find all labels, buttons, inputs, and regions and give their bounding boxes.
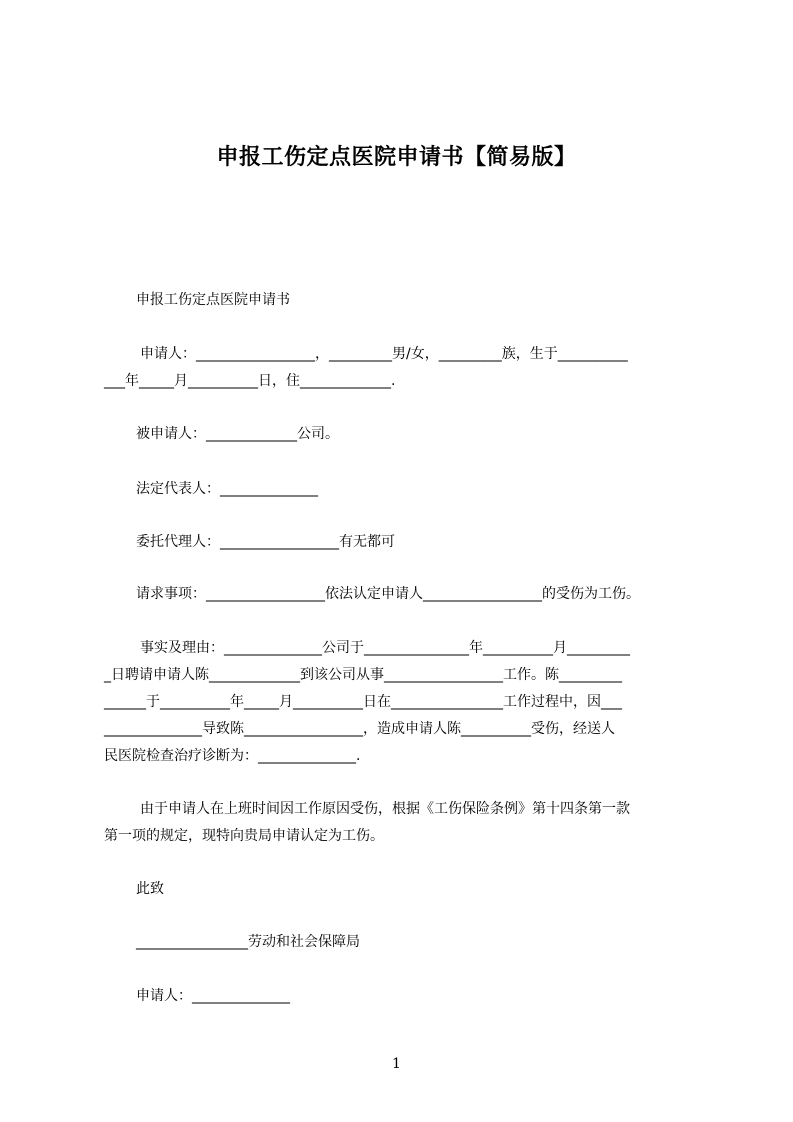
heading-line: 申报工伤定点医院申请书	[136, 292, 290, 308]
applicant-line-cont: ___年_____月__________日，住_____________.	[104, 373, 396, 389]
facts-line: _日聘请申请人陈_____________到该公司从事_________________工作。陈_________	[104, 667, 622, 683]
legal-rep-line: 法定代表人：______________	[136, 481, 318, 497]
facts-line: 民医院检查治疗诊断为：______________.	[104, 748, 361, 764]
request-line: 请求事项：_________________依法认定申请人_________________的受伤为工伤。	[136, 586, 640, 602]
facts-line: ______________导致陈_________________，造成申请人陈__________受伤，经送人	[104, 721, 615, 737]
reason-line: 由于申请人在上班时间因工作原因受伤，根据《工伤保险条例》第十四条第一款	[140, 801, 630, 817]
salutation-line: 此致	[136, 881, 164, 897]
reason-line-cont: 第一项的规定，现特向贵局申请认定为工伤。	[104, 828, 384, 844]
facts-line: ______于__________年_____月__________日在________________工作过程中，因___	[104, 694, 622, 710]
document-title: 申报工伤定点医院申请书【简易版】	[216, 145, 577, 170]
facts-line: 事实及理由：______________公司于_______________年__________月_________	[140, 640, 630, 656]
agent-line: 委托代理人：_________________有无都可	[136, 534, 395, 550]
respondent-line: 被申请人：_____________公司。	[136, 426, 339, 442]
page-number: 1	[392, 1056, 401, 1072]
bureau-line: ________________劳动和社会保障局	[136, 934, 360, 950]
signature-line: 申请人：______________	[136, 988, 290, 1004]
applicant-line: 申请人：_________________，_________男/女，_________族，生于__________	[140, 346, 628, 362]
